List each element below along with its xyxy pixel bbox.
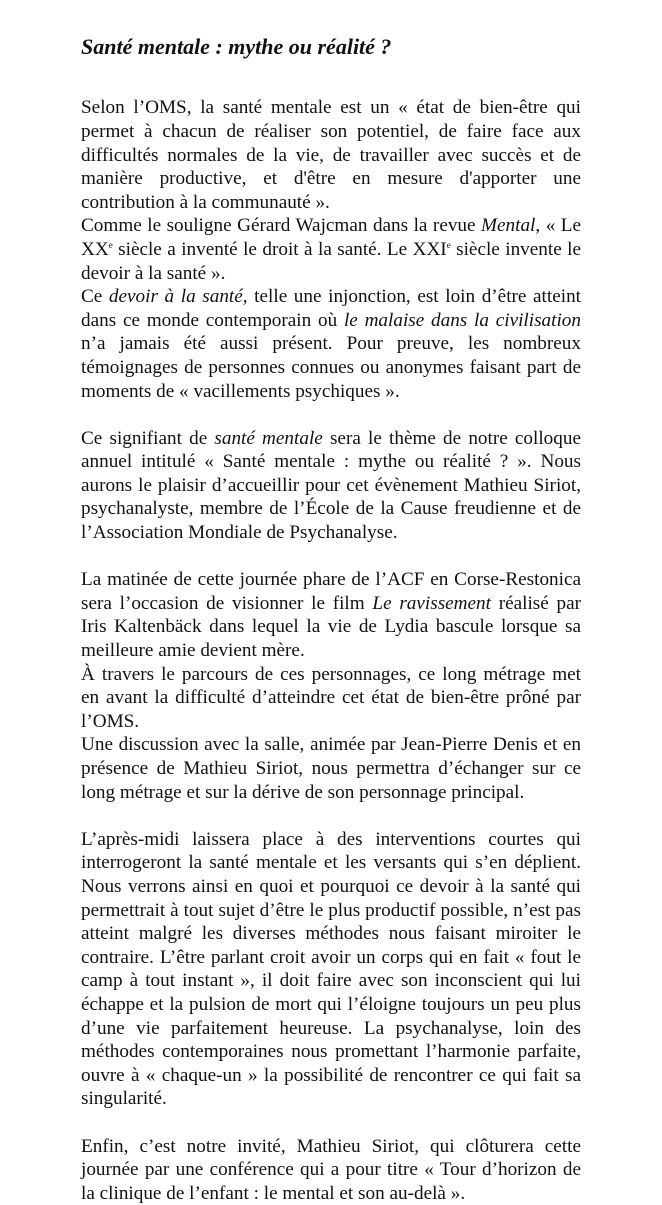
document-page: [81, 34, 581, 1205]
paragraph-devoir-sante: Ce devoir à la santé, telle une injonction, est loin d’être atteint dans ce monde contemporain où le malaise dans la civilisation n’a jamais été aussi présent. Pour preuve, les nombreux témoignages de personnes connues ou anonymes faisant part de moments de « vacillements psychiques ».: [81, 286, 581, 402]
paragraph-apres-midi: L’après-midi laissera place à des interventions courtes qui interrogeront la santé mentale et les versants qui s’en déplient. Nous verrons ainsi en quoi et pourquoi ce devoir à la santé qui permettrait à tout sujet d’être le plus productif possible, n’est pas atteint malgré les diverses méthodes nous faisant miroiter le contraire. L’être parlant croit avoir un corps qui en fait « fout le camp à tout instant », il doit faire avec son inconscient qui lui échappe et la pulsion de mort qui l’éloigne toujours un peu plus d’une vie parfaitement heureuse. La psychanalyse, loin des méthodes contemporaines nous promettant l’harmonie parfaite, ouvre à « chaque-un » la possibilité de rencontrer ce qui fait sa singularité.: [81, 828, 581, 1110]
paragraph-colloque: Ce signifiant de santé mentale sera le thème de notre colloque annuel intitulé « Santé mentale : mythe ou réalité ? ». Nous aurons le plaisir d’accueillir pour cet évènement Mathieu Siriot, psychanalyste, membre de l’École de la Cause freudienne et de l’Association Mondiale de Psychanalyse.: [81, 427, 581, 544]
superscript-e: e: [108, 239, 113, 250]
film-title: Le ravissement: [372, 592, 491, 614]
journal-title: Mental: [481, 215, 536, 237]
document-title: Santé mentale : mythe ou réalité ?: [81, 34, 392, 59]
superscript-e: e: [446, 239, 451, 250]
paragraph-conference: Enfin, c’est notre invité, Mathieu Siriot, qui clôturera cette journée par une conférence qui a pour titre « Tour d’horizon de la clinique de l’enfant : le mental et son au-delà ».: [81, 1135, 581, 1204]
paragraph-parcours: À travers le parcours de ces personnages, ce long métrage met en avant la difficulté d’atteindre cet état de bien-être prôné par l’OMS.: [81, 663, 581, 732]
paragraph-discussion: Une discussion avec la salle, animée par Jean-Pierre Denis et en présence de Mathieu Siriot, nous permettra d’échanger sur ce long métrage et sur la dérive de son personnage principal.: [81, 734, 581, 803]
paragraph-matinee-film: La matinée de cette journée phare de l’ACF en Corse-Restonica sera l’occasion de visionner le film Le ravissement réalisé par Iris Kaltenbäck dans lequel la vie de Lydia bascule lorsque sa meilleure amie devient mère.: [81, 569, 581, 662]
paragraph-oms-definition: Selon l’OMS, la santé mentale est un « état de bien-être qui permet à chacun de réaliser son potentiel, de faire face aux difficultés normales de la vie, de travailler avec succès et de manière productive, et d'être en mesure d'apporter une contribution à la communauté ».: [81, 97, 581, 213]
paragraph-wajcman-quote: Comme le souligne Gérard Wajcman dans la revue Mental, « Le XXe siècle a inventé le droit à la santé. Le XXIe siècle invente le devoir à la santé ».: [81, 215, 582, 284]
